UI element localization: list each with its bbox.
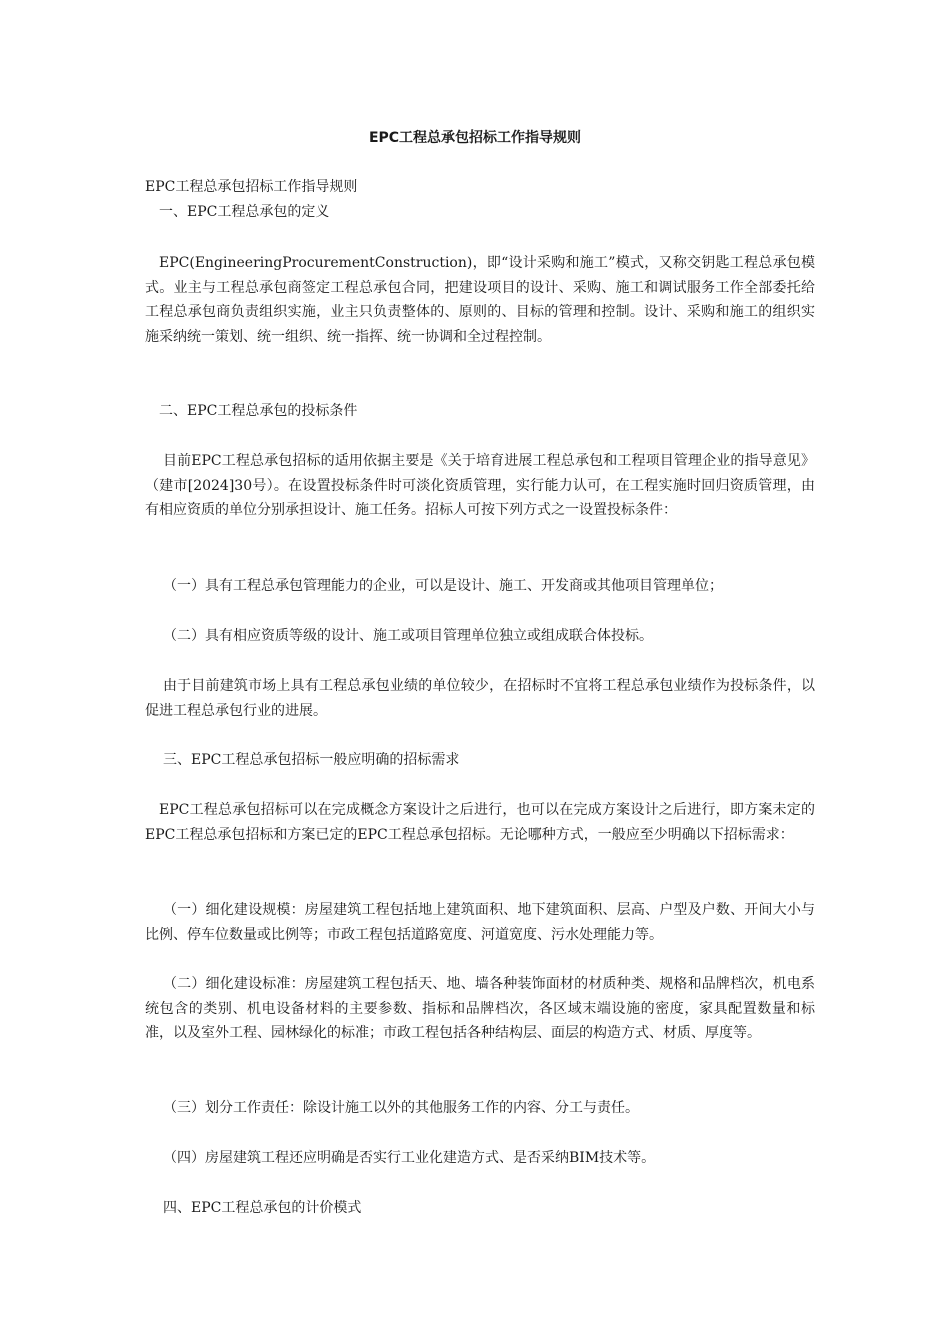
section-3-list-item-4: （四）房屋建筑工程还应明确是否实行工业化建造方式、是否采纳BIM技术等。 xyxy=(163,1150,656,1166)
section-2-list-item-2: （二）具有相应资质等级的设计、施工或项目管理单位独立或组成联合体投标。 xyxy=(163,628,653,644)
section-2-paragraph: 目前EPC工程总承包招标的适用依据主要是《关于培育进展工程总承包和工程项目管理企业的指导意见》（建市[2024]30号）。在设置投标条件时可淡化资质管理，实行能力认可，在工程实施时回归资质管理，由有相应资质的单位分别承担设计、施工任务。招标人可按下列方式之一设置投标条件： xyxy=(145,453,815,518)
document-subtitle: EPC工程总承包招标工作指导规则 xyxy=(145,179,358,195)
section-4-heading: 四、EPC工程总承包的计价模式 xyxy=(163,1200,362,1216)
section-1-paragraph: EPC(EngineeringProcurementConstruction)，即“设计采购和施工”模式，又称交钥匙工程总承包模式。业主与工程总承包商签定工程总承包合同，把建设项目的设计、采购、施工和调试服务工作全部委托给工程总承包商负责组织实施，业主只负责整体的、原则的、目标的管理和控制。设计、采购和施工的组织实施采纳统一策划、统一组织、统一指挥、统一协调和全过程控制。 xyxy=(145,255,815,345)
section-3-heading: 三、EPC工程总承包招标一般应明确的招标需求 xyxy=(163,752,460,768)
section-3-list-item-1: （一）细化建设规模：房屋建筑工程包括地上建筑面积、地下建筑面积、层高、户型及户数、开间大小与比例、停车位数量或比例等；市政工程包括道路宽度、河道宽度、污水处理能力等。 xyxy=(145,902,815,943)
section-3-list-item-2: （二）细化建设标准：房屋建筑工程包括天、地、墙各种装饰面材的材质种类、规格和品牌档次，机电系统包含的类别、机电设备材料的主要参数、指标和品牌档次，各区域末端设施的密度，家具配置数量和标准，以及室外工程、园林绿化的标准；市政工程包括各种结构层、面层的构造方式、材质、厚度等。 xyxy=(145,976,815,1041)
document-title: EPC工程总承包招标工作指导规则 xyxy=(368,130,582,146)
section-2-heading: 二、EPC工程总承包的投标条件 xyxy=(159,403,358,419)
section-2-paragraph-2: 由于目前建筑市场上具有工程总承包业绩的单位较少，在招标时不宜将工程总承包业绩作为投标条件，以促进工程总承包行业的进展。 xyxy=(145,678,815,719)
section-1-heading: 一、EPC工程总承包的定义 xyxy=(159,204,330,220)
section-3-list-item-3: （三）划分工作责任：除设计施工以外的其他服务工作的内容、分工与责任。 xyxy=(163,1100,639,1116)
section-3-paragraph: EPC工程总承包招标可以在完成概念方案设计之后进行，也可以在完成方案设计之后进行，即方案未定的EPC工程总承包招标和方案已定的EPC工程总承包招标。无论哪种方式，一般应至少明确以下招标需求： xyxy=(145,802,815,843)
section-2-list-item-1: （一）具有工程总承包管理能力的企业，可以是设计、施工、开发商或其他项目管理单位； xyxy=(163,578,723,594)
